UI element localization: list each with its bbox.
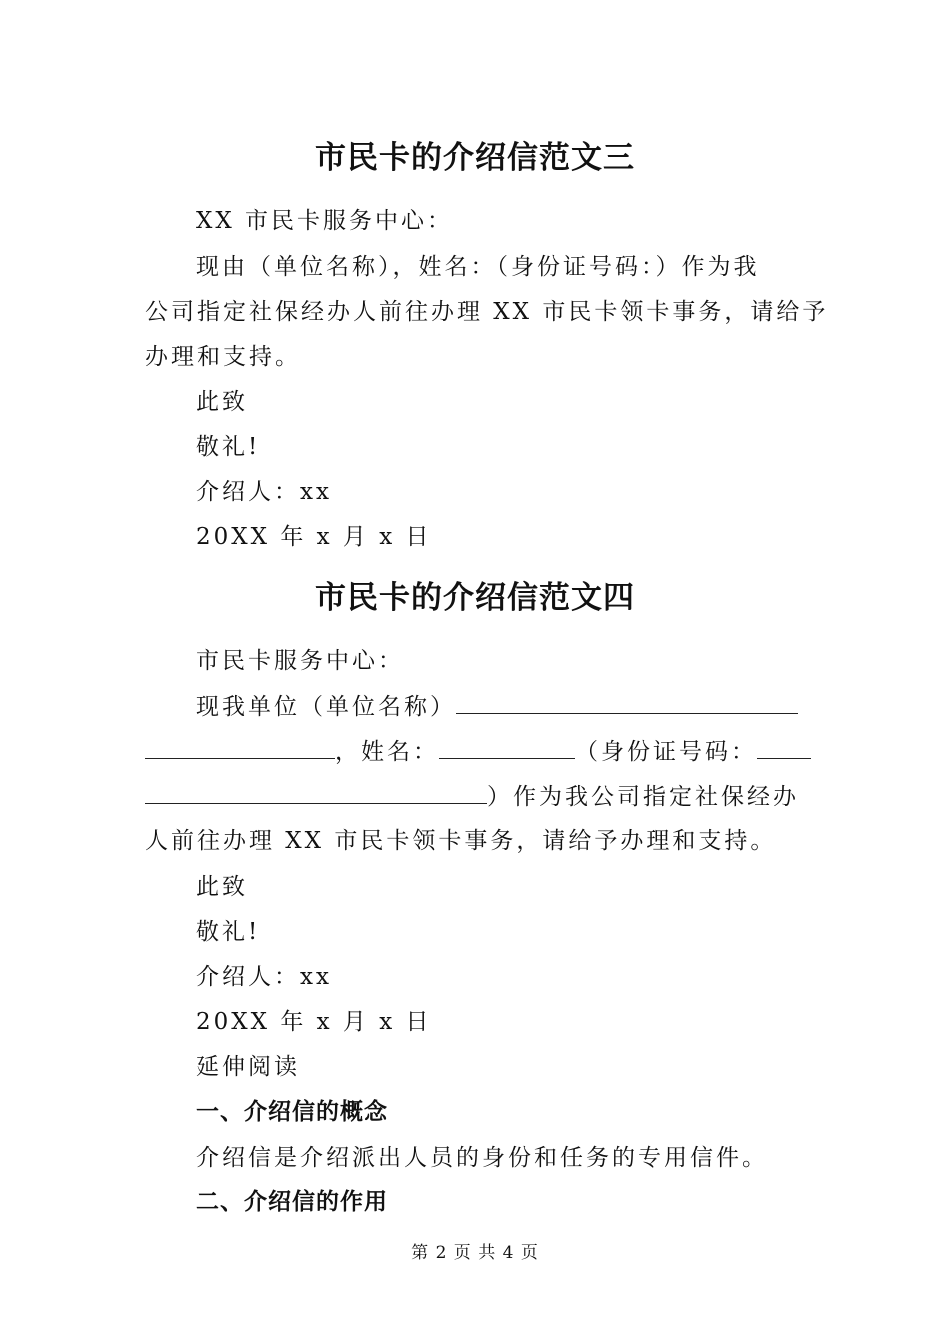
section4-salutation: 市民卡服务中心： xyxy=(196,648,404,674)
section4-body-line2 xyxy=(145,736,810,767)
section4-body-line4: 人前往办理 XX 市民卡领卡事务，请给予办理和支持。 xyxy=(145,828,777,854)
extended-paragraph-concept: 介绍信是介绍派出人员的身份和任务的专用信件。 xyxy=(196,1145,768,1171)
unit-name-blank-continued xyxy=(145,736,335,759)
section4-closing1: 此致 xyxy=(196,874,248,900)
section4-body-line1 xyxy=(196,691,810,722)
section3-introducer: 介绍人：xx xyxy=(196,479,332,505)
unit-name-blank xyxy=(456,691,798,714)
name-blank xyxy=(439,736,575,759)
extended-heading-purpose: 二、介绍信的作用 xyxy=(196,1189,388,1215)
section4-body-line3-text: ）作为我公司指定社保经办 xyxy=(487,784,799,810)
section4-unit-label: 现我单位（单位名称） xyxy=(196,694,456,720)
id-number-blank xyxy=(757,736,811,759)
section3-closing1: 此致 xyxy=(196,389,248,415)
section4-title: 市民卡的介绍信范文四 xyxy=(315,580,635,616)
id-number-blank-continued xyxy=(145,781,487,804)
section3-body-line1: 现由（单位名称），姓名：（身份证号码：）作为我 xyxy=(196,254,760,280)
extended-heading-concept: 一、介绍信的概念 xyxy=(196,1099,388,1125)
section3-closing2: 敬礼! xyxy=(196,434,261,460)
section3-body-line2: 公司指定社保经办人前往办理 XX 市民卡领卡事务，请给予 xyxy=(145,299,829,325)
section3-title: 市民卡的介绍信范文三 xyxy=(315,140,635,176)
section4-closing2: 敬礼! xyxy=(196,919,261,945)
section4-name-label: ，姓名： xyxy=(335,739,439,765)
section4-body-line3 xyxy=(145,781,810,812)
section3-salutation: XX 市民卡服务中心： xyxy=(196,208,454,234)
section4-id-label: （身份证号码： xyxy=(575,739,757,765)
section3-date: 20XX 年 x 月 x 日 xyxy=(196,524,432,550)
extended-reading-label: 延伸阅读 xyxy=(196,1054,300,1080)
section4-introducer: 介绍人：xx xyxy=(196,964,332,990)
page-footer: 第 2 页 共 4 页 xyxy=(411,1243,539,1263)
section4-date: 20XX 年 x 月 x 日 xyxy=(196,1009,432,1035)
section3-body-line3: 办理和支持。 xyxy=(145,344,301,370)
